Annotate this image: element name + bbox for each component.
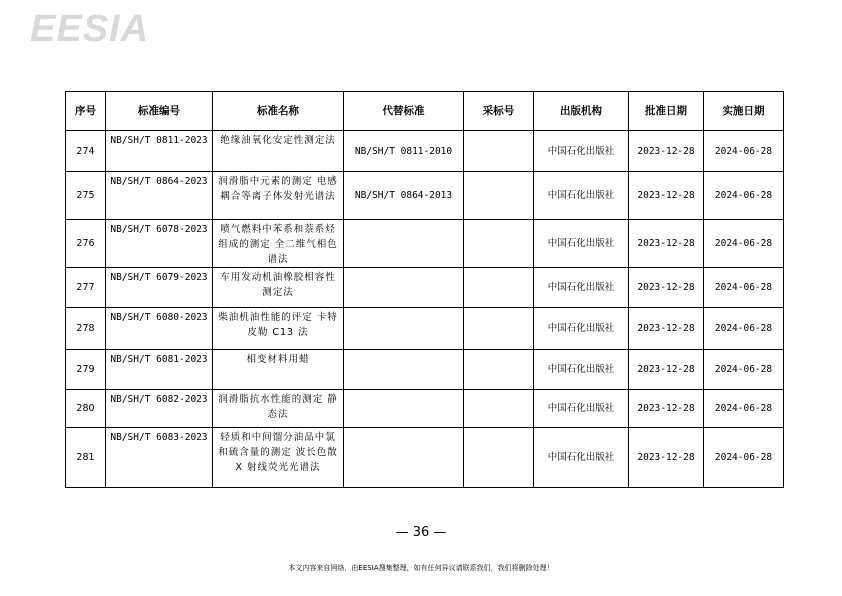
- footer-note: 本文内容来自网络，由EESIA搜集整理，如有任何异议请联系我们，我们将删除处理！: [288, 564, 554, 572]
- row-publisher: 中国石化出版社: [534, 308, 629, 350]
- row-publisher: 中国石化出版社: [534, 350, 629, 390]
- table-row: [66, 308, 784, 350]
- row-replaces: [344, 390, 464, 428]
- row-approval-date: 2023-12-28: [629, 220, 704, 268]
- row-approval-date: 2023-12-28: [629, 268, 704, 308]
- row-name: 喷气燃料中苯系和萘系烃组成的测定 全二维气相色谱法: [213, 220, 344, 268]
- row-adopted: [464, 220, 534, 268]
- row-approval-date: 2023-12-28: [629, 308, 704, 350]
- row-approval-date: 2023-12-28: [629, 350, 704, 390]
- row-name: 柴油机油性能的评定 卡特皮勒 C13 法: [213, 308, 344, 350]
- row-publisher: 中国石化出版社: [534, 220, 629, 268]
- row-replaces: NB/SH/T 0811-2010: [344, 131, 464, 172]
- row-number: 278: [66, 308, 106, 350]
- header-approval: 批准日期: [629, 92, 704, 131]
- table-row: [66, 428, 784, 488]
- row-implementation-date: 2024-06-28: [704, 220, 784, 268]
- row-adopted: [464, 172, 534, 220]
- table-row: [66, 131, 784, 172]
- row-adopted: [464, 350, 534, 390]
- row-approval-date: 2023-12-28: [629, 131, 704, 172]
- row-implementation-date: 2024-06-28: [704, 268, 784, 308]
- header-no: 序号: [66, 92, 106, 131]
- row-replaces: [344, 220, 464, 268]
- row-implementation-date: 2024-06-28: [704, 131, 784, 172]
- row-publisher: 中国石化出版社: [534, 172, 629, 220]
- table-header-row: [66, 92, 784, 131]
- row-adopted: [464, 390, 534, 428]
- table-row: [66, 390, 784, 428]
- table-row: [66, 220, 784, 268]
- row-code: NB/SH/T 6079-2023: [106, 268, 213, 308]
- table-row: [66, 268, 784, 308]
- row-number: 277: [66, 268, 106, 308]
- row-approval-date: 2023-12-28: [629, 172, 704, 220]
- row-number: 279: [66, 350, 106, 390]
- page-number: — 36 —: [395, 525, 447, 540]
- row-code: NB/SH/T 6083-2023: [106, 428, 213, 488]
- row-adopted: [464, 131, 534, 172]
- row-name: 相变材料用蜡: [213, 350, 344, 390]
- header-adopted: 采标号: [464, 92, 534, 131]
- row-replaces: NB/SH/T 0864-2013: [344, 172, 464, 220]
- row-number: 281: [66, 428, 106, 488]
- row-adopted: [464, 428, 534, 488]
- header-replaces: 代替标准: [344, 92, 464, 131]
- row-name: 润滑脂中元素的测定 电感耦合等离子体发射光谱法: [213, 172, 344, 220]
- row-code: NB/SH/T 0811-2023: [106, 131, 213, 172]
- row-implementation-date: 2024-06-28: [704, 350, 784, 390]
- row-code: NB/SH/T 6078-2023: [106, 220, 213, 268]
- row-approval-date: 2023-12-28: [629, 390, 704, 428]
- row-code: NB/SH/T 0864-2023: [106, 172, 213, 220]
- row-replaces: [344, 428, 464, 488]
- row-number: 275: [66, 172, 106, 220]
- header-publisher: 出版机构: [534, 92, 629, 131]
- row-replaces: [344, 308, 464, 350]
- row-implementation-date: 2024-06-28: [704, 308, 784, 350]
- row-adopted: [464, 268, 534, 308]
- header-name: 标准名称: [213, 92, 344, 131]
- row-replaces: [344, 268, 464, 308]
- row-implementation-date: 2024-06-28: [704, 428, 784, 488]
- header-implementation: 实施日期: [704, 92, 784, 131]
- table-row: [66, 350, 784, 390]
- row-publisher: 中国石化出版社: [534, 131, 629, 172]
- row-number: 276: [66, 220, 106, 268]
- row-code: NB/SH/T 6082-2023: [106, 390, 213, 428]
- row-publisher: 中国石化出版社: [534, 268, 629, 308]
- row-name: 润滑脂抗水性能的测定 静态法: [213, 390, 344, 428]
- row-replaces: [344, 350, 464, 390]
- row-name: 车用发动机油橡胶相容性测定法: [213, 268, 344, 308]
- row-adopted: [464, 308, 534, 350]
- row-publisher: 中国石化出版社: [534, 390, 629, 428]
- row-code: NB/SH/T 6081-2023: [106, 350, 213, 390]
- eesia-logo: EESIA: [30, 8, 150, 50]
- row-name: 绝缘油氧化安定性测定法: [213, 131, 344, 172]
- row-name: 轻质和中间馏分油品中氯和硫含量的测定 波长色散 X 射线荧光光谱法: [213, 428, 344, 488]
- table-row: [66, 172, 784, 220]
- row-approval-date: 2023-12-28: [629, 428, 704, 488]
- row-number: 274: [66, 131, 106, 172]
- row-publisher: 中国石化出版社: [534, 428, 629, 488]
- row-implementation-date: 2024-06-28: [704, 172, 784, 220]
- row-code: NB/SH/T 6080-2023: [106, 308, 213, 350]
- row-number: 280: [66, 390, 106, 428]
- row-implementation-date: 2024-06-28: [704, 390, 784, 428]
- standards-table: [65, 91, 784, 488]
- header-code: 标准编号: [106, 92, 213, 131]
